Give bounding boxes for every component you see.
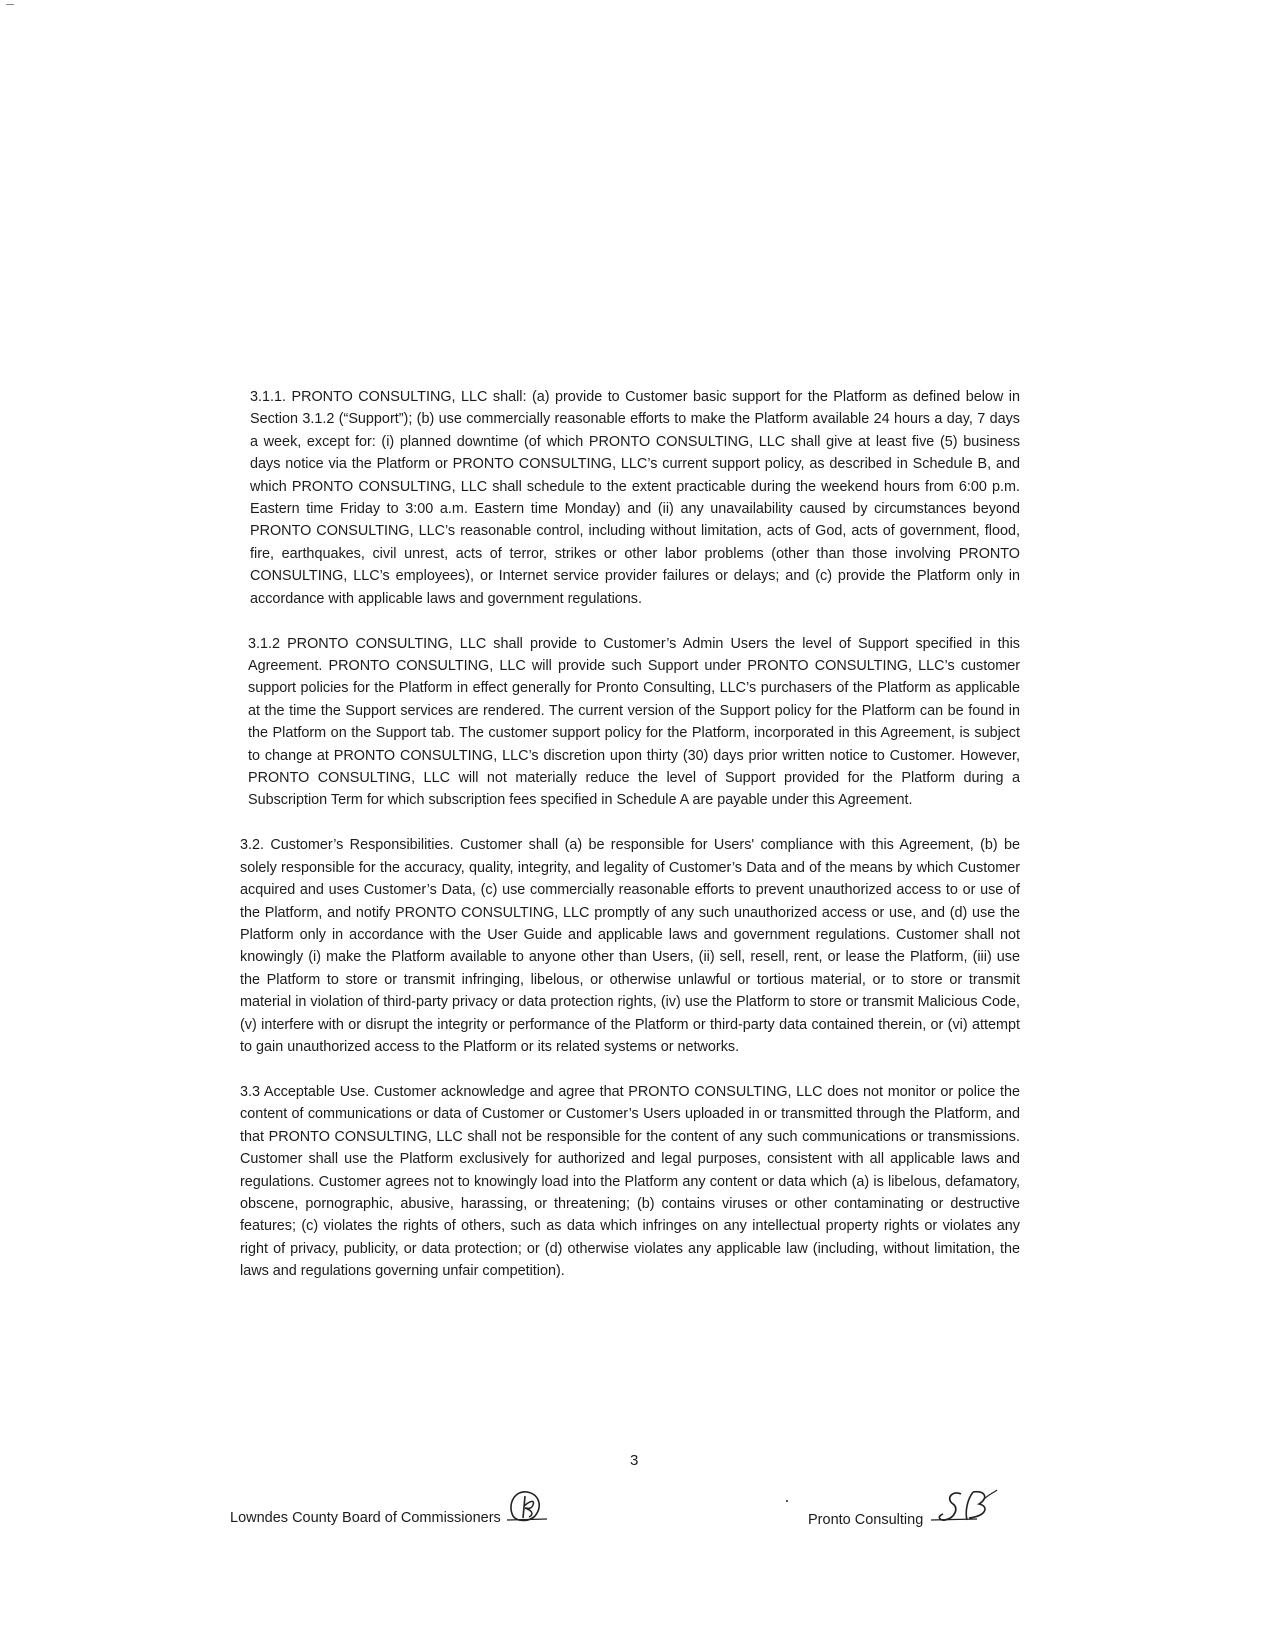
scan-artifact [6,4,14,5]
vendor-initials-signature [927,1486,999,1528]
customer-initials-signature [505,1486,551,1526]
footer-vendor-label: Pronto Consulting [808,1512,924,1528]
paragraph-3-3-acceptable-use: 3.3 Acceptable Use. Customer acknowledge and agree that PRONTO CONSULTING, LLC does not monitor or police the content of communications or data of Customer or Customer’s Users uploaded in or transmitted through the Platform, and that PRONTO CONSULTING, LLC shall not be responsible for the content of any such communications or transmissions. Customer shall use the Platform exclusively for authorized and legal purposes, consistent with all applicable laws and regulations. Customer agrees not to knowingly load into the Platform any content or data which (a) is libelous, defamatory, obscene, pornographic, abusive, harassing, or threatening; (b) contains viruses or other contaminating or destructive features; (c) violates the rights of others, such as data which infringes on any intellectual property rights or violates any right of privacy, publicity, or data protection; or (d) otherwise violates any applicable law (including, without limitation, the laws and regulations governing unfair competition). [240,1083,1020,1280]
document-body [240,386,1020,1305]
footer-customer-label: Lowndes County Board of Commissioners [230,1510,501,1526]
footer-vendor-initials-block [808,1486,999,1528]
paragraph-3-2-customer-responsibilities: 3.2. Customer’s Responsibilities. Customer shall (a) be responsible for Users' compliance with this Agreement, (b) be solely responsible for the accuracy, quality, integrity, and legality of Customer’s Data and of the means by which Customer acquired and uses Customer’s Data, (c) use commercially reasonable efforts to prevent unauthorized access to or use of the Platform, and notify PRONTO CONSULTING, LLC promptly of any such unauthorized access or use, and (d) use the Platform only in accordance with the User Guide and applicable laws and government regulations. Customer shall not knowingly (i) make the Platform available to anyone other than Users, (ii) sell, resell, rent, or lease the Platform, (iii) use the Platform to store or transmit infringing, libelous, or otherwise unlawful or tortious material, or to store or transmit material in violation of third-party privacy or data protection rights, (iv) use the Platform to store or transmit Malicious Code, (v) interfere with or disrupt the integrity or performance of the Platform or third-party data contained therein, or (vi) attempt to gain unauthorized access to the Platform or its related systems or networks. [240,837,1020,1055]
paragraph-3-1-2: 3.1.2 PRONTO CONSULTING, LLC shall provide to Customer’s Admin Users the level of Support specified in this Agreement. PRONTO CONSULTING, LLC will provide such Support under PRONTO CONSULTING, LLC’s customer support policies for the Platform in effect generally for Pronto Consulting, LLC’s purchasers of the Platform as applicable at the time the Support services are rendered. The current version of the Support policy for the Platform can be found in the Platform on the Support tab. The customer support policy for the Platform, incorporated in this Agreement, is subject to change at PRONTO CONSULTING, LLC’s discretion upon thirty (30) days prior written notice to Customer. However, PRONTO CONSULTING, LLC will not materially reduce the level of Support provided for the Platform during a Subscription Term for which subscription fees specified in Schedule A are payable under this Agreement. [248,635,1020,809]
paragraph-3-1-1: 3.1.1. PRONTO CONSULTING, LLC shall: (a) provide to Customer basic support for the Platform as defined below in Section 3.1.2 (“Support”); (b) use commercially reasonable efforts to make the Platform available 24 hours a day, 7 days a week, except for: (i) planned downtime (of which PRONTO CONSULTING, LLC shall give at least five (5) business days notice via the Platform or PRONTO CONSULTING, LLC’s current support policy, as described in Schedule B, and which PRONTO CONSULTING, LLC shall schedule to the extent practicable during the weekend hours from 6:00 p.m. Eastern time Friday to 3:00 a.m. Eastern time Monday) and (ii) any unavailability caused by circumstances beyond PRONTO CONSULTING, LLC’s reasonable control, including without limitation, acts of God, acts of government, flood, fire, earthquakes, civil unrest, acts of terror, strikes or other labor problems (other than those involving PRONTO CONSULTING, LLC’s employees), or Internet service provider failures or delays; and (c) provide the Platform only in accordance with applicable laws and government regulations. [250,389,1020,607]
scan-artifact-dot [786,1500,788,1502]
footer-customer-initials-block [230,1486,551,1526]
page-number: 3 [630,1452,639,1469]
